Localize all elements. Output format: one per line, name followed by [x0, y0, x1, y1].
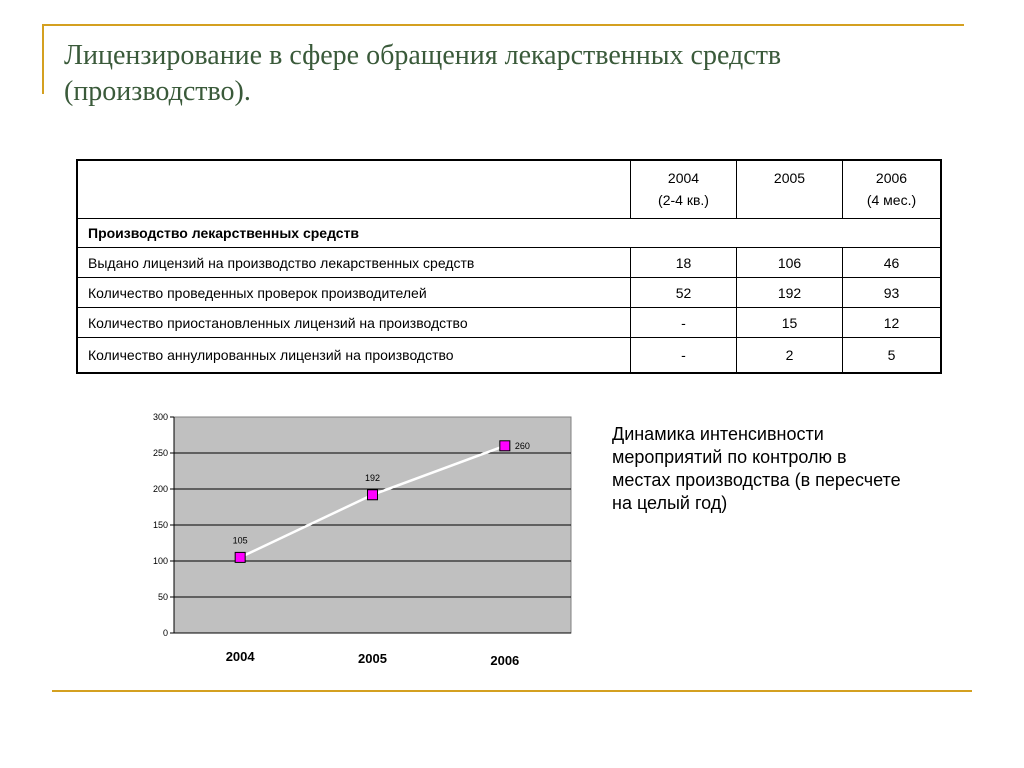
header-empty-cell	[77, 160, 631, 219]
header-note: (2-4 кв.)	[658, 192, 709, 208]
x-category-label: 2006	[490, 653, 520, 668]
table-section-row	[77, 219, 941, 248]
row-label: Выдано лицензий на производство лекарственных средств	[77, 248, 631, 278]
slide-title: Лицензирование в сфере обращения лекарственных средств (производство).	[64, 40, 782, 107]
cell-value: 2	[737, 338, 843, 374]
row-label: Количество аннулированных лицензий на производство	[77, 338, 631, 374]
cell-value: -	[631, 338, 737, 374]
cell-value: -	[631, 308, 737, 338]
dynamics-line-chart	[140, 408, 590, 673]
header-year: 2005	[773, 170, 806, 186]
cell-value: 52	[631, 278, 737, 308]
data-point-marker	[500, 441, 510, 451]
y-tick-label: 150	[152, 520, 168, 530]
licensing-table	[76, 159, 942, 374]
data-point-marker	[368, 490, 378, 500]
cell-value: 15	[737, 308, 843, 338]
table-row	[77, 308, 941, 338]
x-category-label: 2005	[358, 651, 387, 666]
cell-value: 5	[843, 338, 942, 374]
row-label: Количество проведенных проверок производителей	[77, 278, 631, 308]
section-title: Производство лекарственных средств	[77, 219, 941, 248]
cell-value: 93	[843, 278, 942, 308]
table-row	[77, 338, 941, 374]
header-year: 2004	[667, 170, 700, 186]
top-accent-line	[42, 24, 964, 26]
left-accent-line	[42, 24, 44, 94]
table-row	[77, 248, 941, 278]
cell-value: 12	[843, 308, 942, 338]
header-cell-2004	[631, 160, 737, 219]
header-cell-2005	[737, 160, 843, 219]
cell-value: 192	[737, 278, 843, 308]
y-tick-label: 100	[152, 556, 168, 566]
data-label: 192	[364, 472, 381, 483]
data-label: 105	[232, 535, 248, 546]
bottom-accent-line	[52, 690, 972, 692]
row-label: Количество приостановленных лицензий на производство	[77, 308, 631, 338]
cell-value: 106	[737, 248, 843, 278]
header-cell-2006	[843, 160, 942, 219]
y-tick-label: 0	[162, 628, 168, 638]
y-tick-label: 300	[152, 412, 168, 422]
header-note: (4 мес.)	[866, 192, 917, 208]
x-category-label: 2004	[225, 649, 255, 664]
data-label: 260	[514, 440, 530, 451]
y-tick-label: 200	[152, 484, 168, 494]
cell-value: 46	[843, 248, 942, 278]
table-row	[77, 278, 941, 308]
y-tick-label: 250	[152, 448, 168, 458]
chart-caption: Динамика интенсивности мероприятий по контролю в местах производства (в пересчете на целый год)	[612, 424, 901, 513]
table-header-row	[77, 160, 941, 219]
cell-value: 18	[631, 248, 737, 278]
header-year: 2006	[875, 170, 908, 186]
data-point-marker	[235, 552, 245, 562]
y-tick-label: 50	[157, 592, 168, 602]
